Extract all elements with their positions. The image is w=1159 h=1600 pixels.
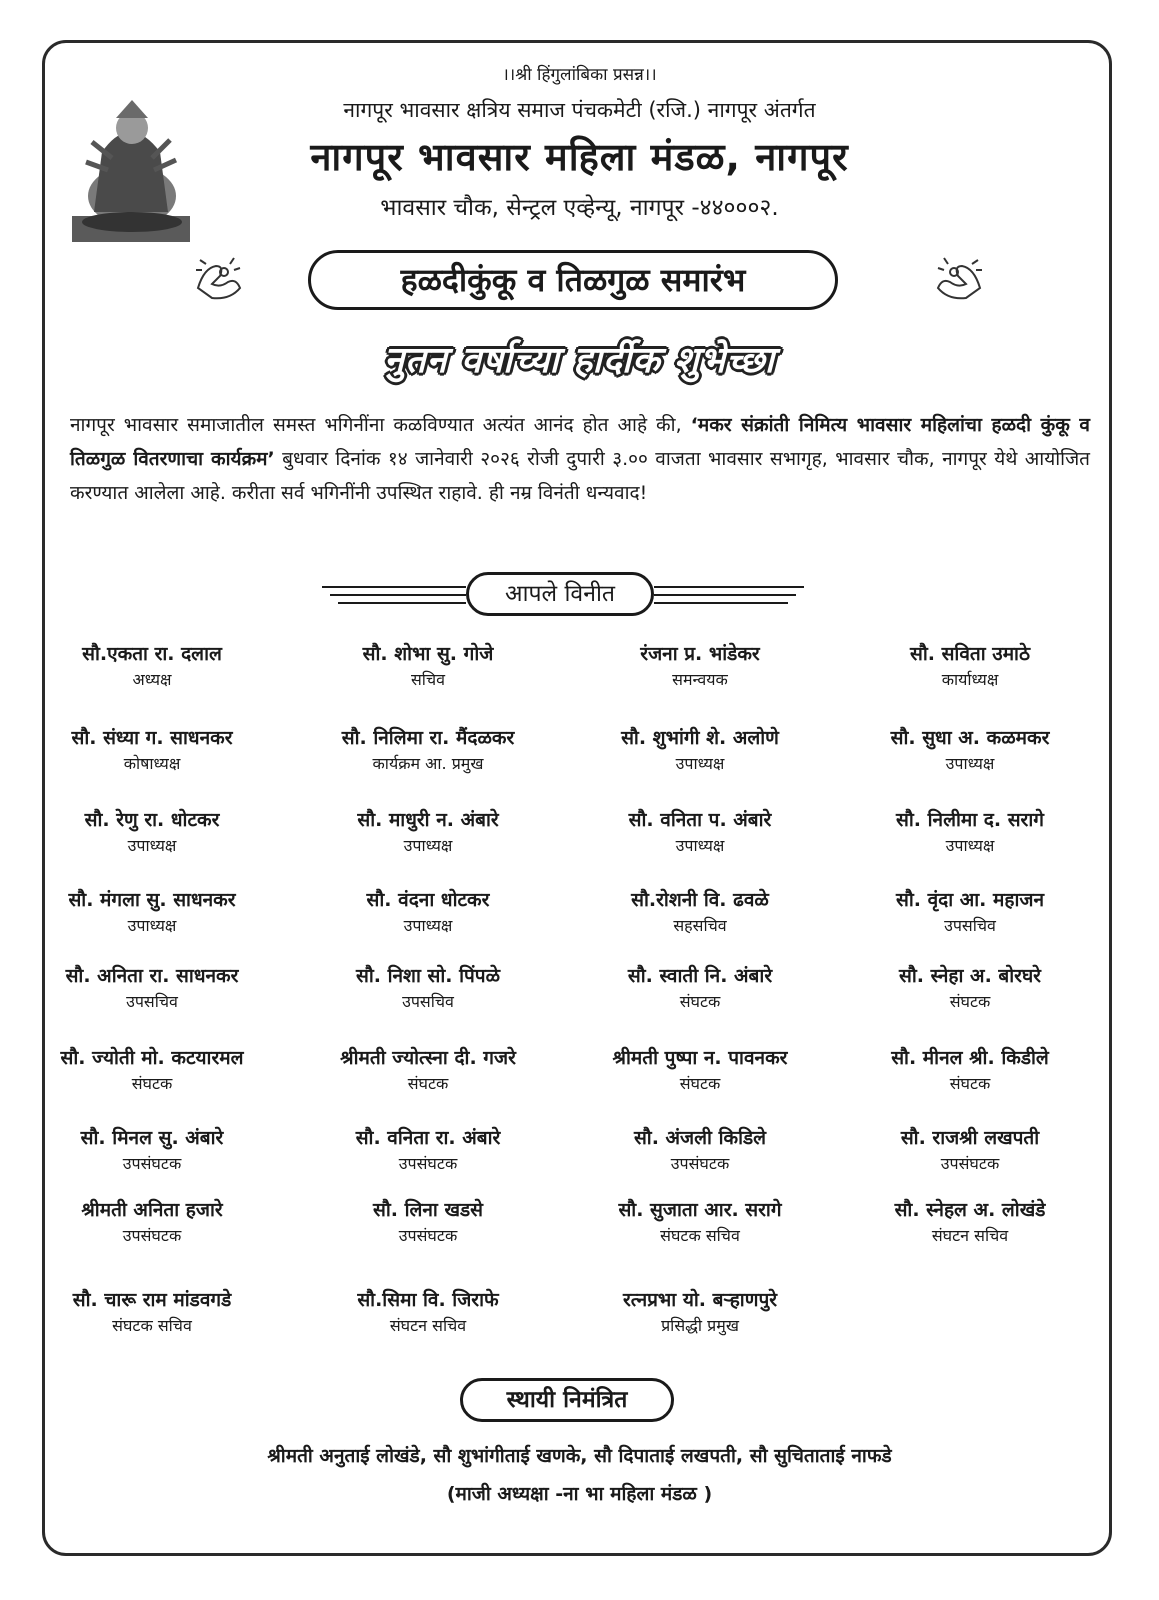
committee-member	[288, 1286, 568, 1338]
invitees-note: (माजी अध्यक्षा -ना भा महिला मंडळ )	[446, 1483, 713, 1505]
member-name: सौ. सुजाता आर. सरागे	[618, 1199, 782, 1221]
member-name: रत्नप्रभा यो. बऱ्हाणपुरे	[622, 1289, 778, 1311]
greeting-hands-icon	[190, 248, 248, 306]
divider-line	[338, 602, 466, 604]
member-name: सौ. शुभांगी शे. अलोणे	[621, 727, 779, 749]
member-name: रंजना प्र. भांडेकर	[640, 643, 760, 665]
divider-line	[330, 594, 466, 596]
member-name: सौ. माधुरी न. अंबारे	[357, 809, 499, 831]
committee-member	[560, 806, 840, 858]
member-role: संघटक	[679, 992, 721, 1011]
member-name: सौ. चारू राम मांडवगडे	[72, 1289, 232, 1311]
member-role: उपाध्यक्ष	[127, 836, 177, 855]
member-role: संघटक	[407, 1074, 449, 1093]
member-name: सौ. वंदना धोटकर	[366, 889, 490, 911]
committee-member	[830, 1044, 1110, 1096]
member-role: संघटक	[949, 1074, 991, 1093]
member-role: संघटक सचिव	[112, 1316, 192, 1335]
member-role: उपाध्यक्ष	[675, 836, 725, 855]
member-role: सहसचिव	[673, 916, 727, 935]
member-name: सौ. निशा सो. पिंपळे	[355, 965, 501, 987]
divider-line	[654, 602, 788, 604]
member-role: अध्यक्ष	[132, 670, 172, 689]
member-role: उपसंघटक	[122, 1154, 182, 1173]
member-role: उपसंघटक	[398, 1226, 458, 1245]
committee-member	[288, 640, 568, 692]
member-name: सौ. वनिता प. अंबारे	[628, 809, 772, 831]
member-name: सौ.एकता रा. दलाल	[82, 643, 222, 665]
event-title: हळदीकुंकू व तिळगुळ समारंभ	[308, 250, 838, 310]
member-role: उपाध्यक्ष	[403, 916, 453, 935]
member-name: सौ. वृंदा आ. महाजन	[895, 889, 1045, 911]
member-role: संघटन सचिव	[931, 1226, 1009, 1245]
member-role: संघटक	[949, 992, 991, 1011]
organization-title: नागपूर भावसार महिला मंडळ, नागपूर	[310, 135, 849, 179]
member-name: सौ. मीनल श्री. किडीले	[891, 1047, 1049, 1069]
committee-member	[560, 640, 840, 692]
member-role: समन्वयक	[672, 670, 728, 689]
invitation-text-part2: बुधवार दिनांक १४ जानेवारी २०२६ रोजी दुपारी ३.०० वाजता भावसार सभागृह, भावसार चौक, नागपूर येथे आयोजित करण्यात आलेला आहे. करीता सर्व भगिनींनी उपस्थित राहावे. ही नम्र विनंती धन्यवाद!	[70, 448, 1090, 504]
member-role: उपसंघटक	[122, 1226, 182, 1245]
committee-member	[288, 806, 568, 858]
committee-member	[288, 1196, 568, 1248]
member-role: उपसंघटक	[398, 1154, 458, 1173]
committee-member	[560, 1044, 840, 1096]
member-role: उपसचिव	[402, 992, 454, 1011]
member-name: सौ. रेणु रा. धोटकर	[84, 809, 220, 831]
invitation-paragraph	[70, 408, 1090, 510]
member-role: कार्याध्यक्ष	[941, 670, 999, 689]
divider-line	[322, 586, 466, 588]
committee-member	[12, 962, 292, 1014]
member-name: सौ. मंगला सु. साधनकर	[68, 889, 236, 911]
committee-member	[12, 724, 292, 776]
member-name: सौ. स्नेहल अ. लोखंडे	[894, 1199, 1046, 1221]
committee-member	[288, 1124, 568, 1176]
committee-member	[288, 724, 568, 776]
member-name: सौ. शोभा सु. गोजे	[362, 643, 494, 665]
committee-member	[560, 1196, 840, 1248]
committee-member	[830, 724, 1110, 776]
divider-line	[654, 586, 804, 588]
member-role: उपसचिव	[944, 916, 996, 935]
committee-heading: आपले विनीत	[466, 572, 654, 616]
committee-member	[12, 806, 292, 858]
committee-member	[12, 1124, 292, 1176]
member-name: श्रीमती ज्योत्स्ना दी. गजरे	[340, 1047, 516, 1069]
member-name: सौ. अंजली किडिले	[633, 1127, 767, 1149]
committee-member	[12, 1044, 292, 1096]
member-role: कोषाध्यक्ष	[123, 754, 181, 773]
committee-member	[830, 806, 1110, 858]
member-role: उपसचिव	[126, 992, 178, 1011]
member-role: उपाध्यक्ष	[127, 916, 177, 935]
divider-line	[654, 594, 796, 596]
blessing-line: ।।श्री हिंगुलांबिका प्रसन्न।।	[502, 65, 657, 85]
member-name: सौ. सविता उमाठे	[909, 643, 1031, 665]
committee-member	[288, 1044, 568, 1096]
committee-member	[288, 886, 568, 938]
member-name: सौ. ज्योती मो. कटयारमल	[60, 1047, 244, 1069]
member-role: उपाध्यक्ष	[675, 754, 725, 773]
committee-member	[830, 1124, 1110, 1176]
member-name: सौ. निलिमा रा. मैंदळकर	[341, 727, 515, 749]
committee-member	[288, 962, 568, 1014]
member-name: सौ. सुधा अ. कळमकर	[890, 727, 1050, 749]
member-role: सचिव	[410, 670, 446, 689]
member-role: उपसंघटक	[940, 1154, 1000, 1173]
committee-member	[560, 962, 840, 1014]
member-role: संघटक	[131, 1074, 173, 1093]
member-role: उपाध्यक्ष	[403, 836, 453, 855]
member-role: उपसंघटक	[670, 1154, 730, 1173]
member-name: सौ. स्नेहा अ. बोरघरे	[899, 965, 1041, 987]
member-name: सौ. अनिता रा. साधनकर	[65, 965, 239, 987]
committee-member	[560, 1286, 840, 1338]
member-role: कार्यक्रम आ. प्रमुख	[372, 754, 484, 773]
member-name: सौ. लिना खडसे	[372, 1199, 484, 1221]
committee-member	[12, 1286, 292, 1338]
member-name: सौ. वनिता रा. अंबारे	[355, 1127, 501, 1149]
committee-member	[830, 640, 1110, 692]
member-name: सौ. स्वाती नि. अंबारे	[627, 965, 773, 987]
member-role: संघटक	[679, 1074, 721, 1093]
member-name: सौ. संध्या ग. साधनकर	[71, 727, 233, 749]
committee-member	[830, 886, 1110, 938]
new-year-greeting: नुतन वर्षाच्या हार्दीक शुभेच्छा	[384, 340, 775, 381]
member-role: संघटन सचिव	[389, 1316, 467, 1335]
member-role: प्रसिद्धी प्रमुख	[661, 1316, 739, 1335]
greeting-hands-icon	[930, 248, 988, 306]
committee-member	[560, 724, 840, 776]
member-name: सौ. राजश्री लखपती	[900, 1127, 1040, 1149]
committee-member	[12, 640, 292, 692]
member-name: सौ. मिनल सु. अंबारे	[80, 1127, 224, 1149]
invitation-highlight: ‘मकर संक्रांती निमित्य भावसार महिलांचा हळदी कुंकू व तिळगुळ वितरणाचा कार्यक्रम’	[70, 414, 1090, 470]
member-role: संघटक सचिव	[660, 1226, 740, 1245]
invitees-heading: स्थायी निमंत्रित	[460, 1378, 674, 1422]
committee-member	[12, 886, 292, 938]
member-role: उपाध्यक्ष	[945, 754, 995, 773]
invitation-text-part1: नागपूर भावसार समाजातील समस्त भगिनींना कळविण्यात अत्यंत आनंद होत आहे की,	[70, 414, 691, 436]
parent-organization: नागपूर भावसार क्षत्रिय समाज पंचकमेटी (रजि.) नागपूर अंतर्गत	[343, 98, 816, 122]
organization-address: भावसार चौक, सेन्ट्रल एव्हेन्यू, नागपूर -४४०००२.	[380, 195, 779, 221]
member-name: सौ.रोशनी वि. ढवळे	[631, 889, 769, 911]
member-name: सौ.सिमा वि. जिराफे	[357, 1289, 499, 1311]
member-name: सौ. निलीमा द. सरागे	[896, 809, 1044, 831]
committee-member	[12, 1196, 292, 1248]
member-role: उपाध्यक्ष	[945, 836, 995, 855]
committee-member	[830, 962, 1110, 1014]
committee-member	[830, 1196, 1110, 1248]
invitees-names: श्रीमती अनुताई लोखंडे, सौ शुभांगीताई खणके, सौ दिपाताई लखपती, सौ सुचिताताई नाफडे	[267, 1445, 892, 1467]
member-name: श्रीमती अनिता हजारे	[81, 1199, 223, 1221]
member-name: श्रीमती पुष्पा न. पावनकर	[612, 1047, 788, 1069]
committee-member	[560, 1124, 840, 1176]
committee-member	[560, 886, 840, 938]
